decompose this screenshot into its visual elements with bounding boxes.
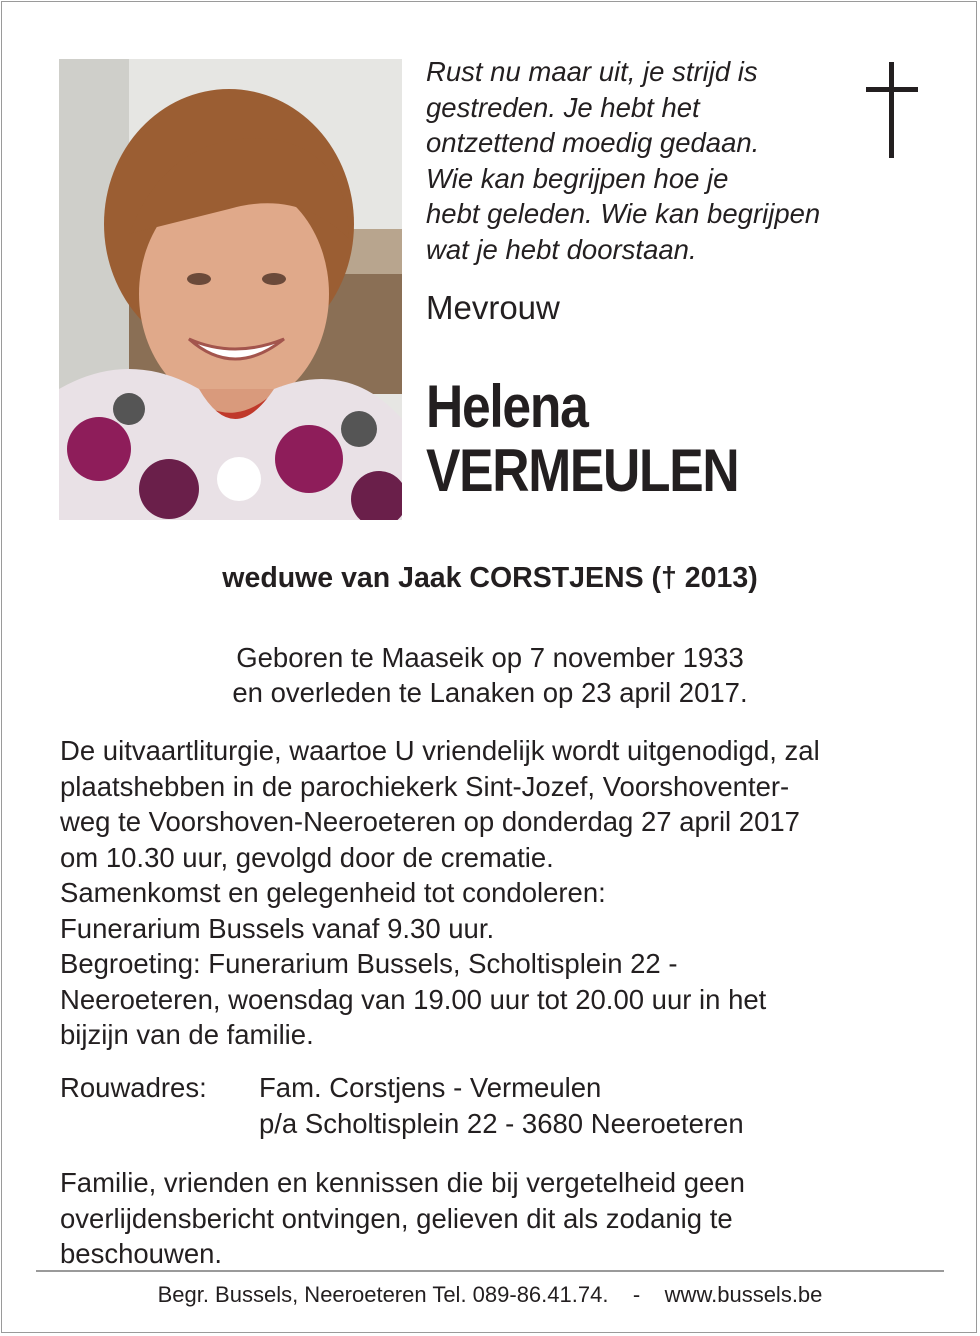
birth-line: Geboren te Maaseik op 7 november 1933	[236, 642, 744, 673]
poem-line: wat je hebt doorstaan.	[426, 233, 697, 265]
footer-divider	[36, 1270, 944, 1272]
details-line: bijzijn van de familie.	[60, 1019, 314, 1050]
first-name: Helena	[426, 373, 588, 440]
details-line: Begroeting: Funerarium Bussels, Scholtisplein 22 -	[60, 948, 678, 979]
details-line: De uitvaartliturgie, waartoe U vriendelijk wordt uitgenodigd, zal	[60, 735, 820, 766]
note-line: overlijdensbericht ontvingen, gelieven dit als zodanig te	[60, 1202, 733, 1234]
cross-icon	[862, 60, 922, 160]
note-line: Familie, vrienden en kennissen die bij vergetelheid geen	[60, 1167, 745, 1198]
note-line: beschouwen.	[60, 1238, 223, 1269]
portrait-illustration	[59, 59, 402, 520]
closing-note	[60, 1165, 930, 1272]
funeral-details	[60, 733, 930, 1053]
address-line: Fam. Corstjens - Vermeulen	[259, 1072, 602, 1103]
details-line: Samenkomst en gelegenheid tot condoleren:	[60, 877, 606, 908]
last-name: VERMEULEN	[426, 437, 739, 504]
address-line: p/a Scholtisplein 22 - 3680 Neeroeteren	[259, 1107, 744, 1139]
poem-line: Wie kan begrijpen hoe je	[426, 162, 729, 194]
details-line: weg te Voorshoven-Neeroeteren op donderdag 27 april 2017	[60, 806, 800, 837]
deceased-name	[426, 373, 739, 504]
details-line: Funerarium Bussels vanaf 9.30 uur.	[60, 912, 495, 944]
poem-line: ontzettend moedig gedaan.	[426, 127, 760, 158]
details-line: plaatshebben in de parochiekerk Sint-Jozef, Voorshoventer-	[60, 770, 790, 802]
widow-line: weduwe van Jaak CORSTJENS († 2013)	[222, 562, 758, 594]
address-label: Rouwadres:	[60, 1072, 207, 1103]
poem-line: gestreden. Je hebt het	[426, 91, 700, 123]
details-line: om 10.30 uur, gevolgd door de crematie.	[60, 841, 554, 873]
poem	[426, 54, 896, 267]
honorific-title: Mevrouw	[426, 289, 560, 326]
poem-line: Rust nu maar uit, je strijd is	[426, 56, 758, 87]
portrait-photo	[59, 59, 402, 520]
birth-death-dates	[0, 640, 980, 710]
address-values	[259, 1070, 744, 1141]
footer-contact: Begr. Bussels, Neeroeteren Tel. 089-86.41.74. - www.bussels.be	[157, 1282, 823, 1307]
death-line: en overleden te Lanaken op 23 april 2017.	[232, 677, 748, 708]
details-line: Neeroeteren, woensdag van 19.00 uur tot 20.00 uur in het	[60, 983, 767, 1015]
poem-line: hebt geleden. Wie kan begrijpen	[426, 198, 821, 229]
